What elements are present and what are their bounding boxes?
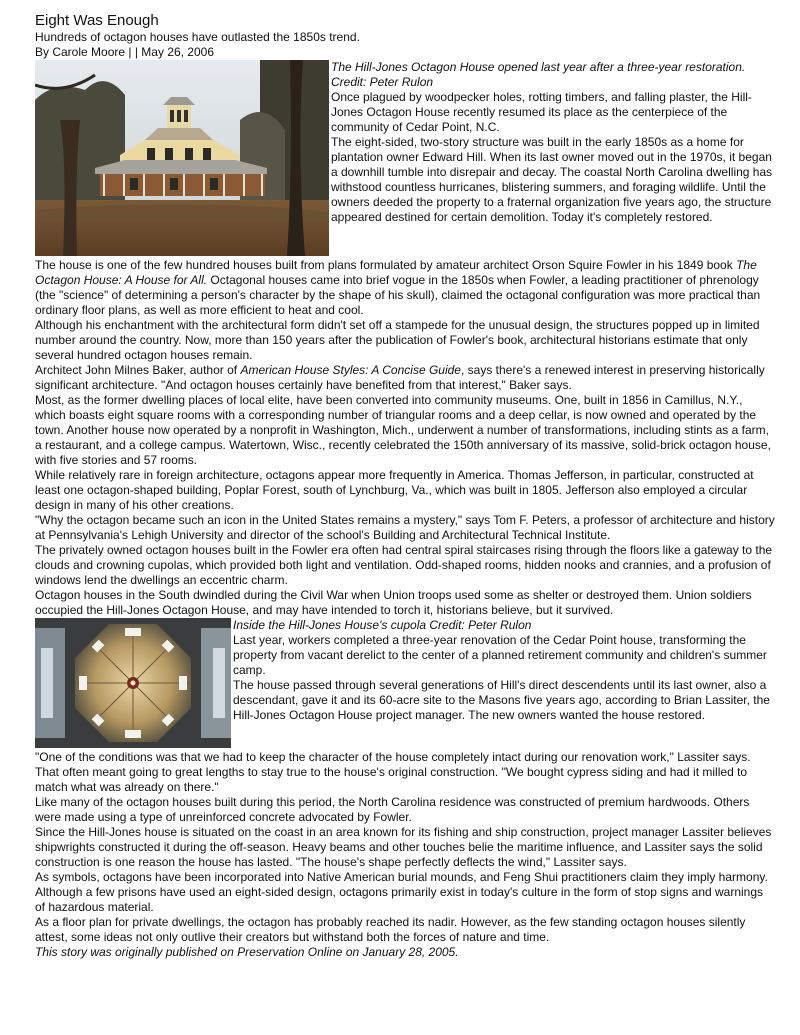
octagon-house-exterior-photo: [35, 60, 329, 256]
article-title: Eight Was Enough: [35, 12, 159, 29]
paragraph-4: Although his enchantment with the architectural form didn't set off a stampede for the unusual design, the structures popped up in limited number around the country. Now, more than 150 years after the publication of Fowler's book, architectural historians estimate that only several hundred octagon houses remain.: [35, 318, 760, 362]
paragraph-10: Octagon houses in the South dwindled during the Civil War when Union troops used some as shelter or destroyed them. Union soldiers occupied the Hill-Jones Octagon House, and may have intended to torch it, historians believe, but it survived.: [35, 588, 752, 617]
article-subtitle: Hundreds of octagon houses have outlasted the 1850s trend.: [35, 30, 360, 44]
paragraph-8: "Why the octagon became such an icon in the United States remains a mystery," says Tom F. Peters, a professor of architecture and history at Pennsylvania's Lehigh University and director of the school's Building and Architectural Technical Institute.: [35, 513, 775, 542]
paragraph-16: As symbols, octagons have been incorporated into Native American burial mounds, and Feng Shui practitioners claim they imply harmony. Although a few prisons have used an eight-sided design, octagons primarily exist in today's culture in the form of stop signs and warnings of hazardous material.: [35, 870, 768, 914]
paragraph-13: "One of the conditions was that we had to keep the character of the house completely intact during our renovation work," Lassiter says. That often meant going to great lengths to stay true to the house's original construction. "We bought cypress siding and had it milled to match what was already on there.": [35, 750, 751, 794]
book-title-american-house-styles: American House Styles: A Concise Guide: [240, 363, 461, 377]
paragraph-5-text-b: , says there's a renewed interest in preserving historically significant architecture. "And octagon houses certainly have benefited from that interest," Baker says.: [35, 363, 765, 392]
paragraph-12: The house passed through several generations of Hill's direct descendents until its last owner, also a descendant, gave it and its 60-acre site to the Masons five years ago, according to Brian Lassiter, the Hill-Jones Octagon House project manager. The new owners wanted the house restored.: [233, 678, 770, 722]
paragraph-3-text-a: The house is one of the few hundred houses built from plans formulated by amateur architect Orson Squire Fowler in his 1849 book: [35, 258, 737, 272]
paragraph-3: [35, 258, 775, 318]
paragraph-15: Since the Hill-Jones house is situated on the coast in an area known for its fishing and ship construction, project manager Lassiter believes shipwrights constructed it during the off-season. Heavy beams and other touches belie the maritime influence, and Lassiter says the solid construction is one reason the house has lasted. "The house's shape perfectly deflects the wind," Lassiter says.: [35, 825, 772, 869]
paragraph-9: The privately owned octagon houses built in the Fowler era often had central spiral staircases rising through the floors like a gateway to the clouds and crowning cupolas, which provided both light and ventilation. Odd-shaped rooms, hidden nooks and crannies, and a profusion of windows lend the dwellings an eccentric charm.: [35, 543, 773, 587]
paragraph-1: Once plagued by woodpecker holes, rotting timbers, and falling plaster, the Hill-Jones Octagon House recently resumed its place as the centerpiece of the community of Cedar Point, N.C.: [331, 90, 752, 134]
paragraph-6: Most, as the former dwelling places of local elite, have been converted into community museums. One, built in 1856 in Camillus, N.Y., which boasts eight square rooms with a corresponding number of triangular rooms and a deep cellar, is now owned and operated by the town. Another house now operated by a nonprofit in Washington, Mich., underwent a number of transformations, including stints as a farm, a restaurant, and a college campus. Watertown, Wisc., recently celebrated the 150th anniversary of its massive, solid-brick octagon house, with five stories and 57 rooms.: [35, 393, 771, 467]
figure1-caption: The Hill-Jones Octagon House opened last year after a three-year restoration. Credit: Peter Rulon: [331, 60, 746, 89]
paragraph-11: Last year, workers completed a three-year renovation of the Cedar Point house, transforming the property from vacant derelict to the center of a planned retirement community and children's summer camp.: [233, 633, 767, 677]
paragraph-3-text-b: Octagonal houses came into brief vogue in the 1850s when Fowler, a leading practitioner of phrenology (the "science" of determining a person's character by the shape of his skull), claimed the octagonal configuration was more practical than ordinary floor plans, as well as more efficient to heat and cool.: [35, 273, 761, 317]
figure2-caption: Inside the Hill-Jones House's cupola Credit: Peter Rulon: [233, 618, 532, 632]
paragraph-17: As a floor plan for private dwellings, the octagon has probably reached its nadir. However, as the few standing octagon houses silently attest, some ideas not only outlive their creators but withstand both the forces of nature and time.: [35, 915, 746, 944]
paragraph-7: While relatively rare in foreign architecture, octagons appear more frequently in America. Thomas Jefferson, in particular, constructed at least one octagon-shaped building, Poplar Forest, south of Lynchburg, Va., which was built in 1805. Jefferson also employed a circular design in many of his other creations.: [35, 468, 754, 512]
cupola-interior-photo: [35, 618, 231, 748]
paragraph-2: The eight-sided, two-story structure was built in the early 1850s as a home for plantation owner Edward Hill. When its last owner moved out in the 1970s, it began a downhill tumble into disrepair and decay. The coastal North Carolina dwelling has withstood countless hurricanes, blistering summers, and foraging wildlife. Until the owners deeded the property to a fraternal organization five years ago, the structure appeared destined for certain demolition. Today it's completely restored.: [331, 135, 773, 224]
paragraph-5: [35, 363, 775, 393]
byline: By Carole Moore | | May 26, 2006: [35, 45, 214, 59]
book-title-octagon-house: The Octagon House: A House for All.: [35, 258, 757, 287]
footer-note: This story was originally published on Preservation Online on January 28, 2005.: [35, 945, 459, 959]
paragraph-5-text-a: Architect John Milnes Baker, author of: [35, 363, 241, 377]
paragraph-14: Like many of the octagon houses built during this period, the North Carolina residence was constructed of premium hardwoods. Others were made using a type of unreinforced concrete advocated by Fowler.: [35, 795, 750, 824]
